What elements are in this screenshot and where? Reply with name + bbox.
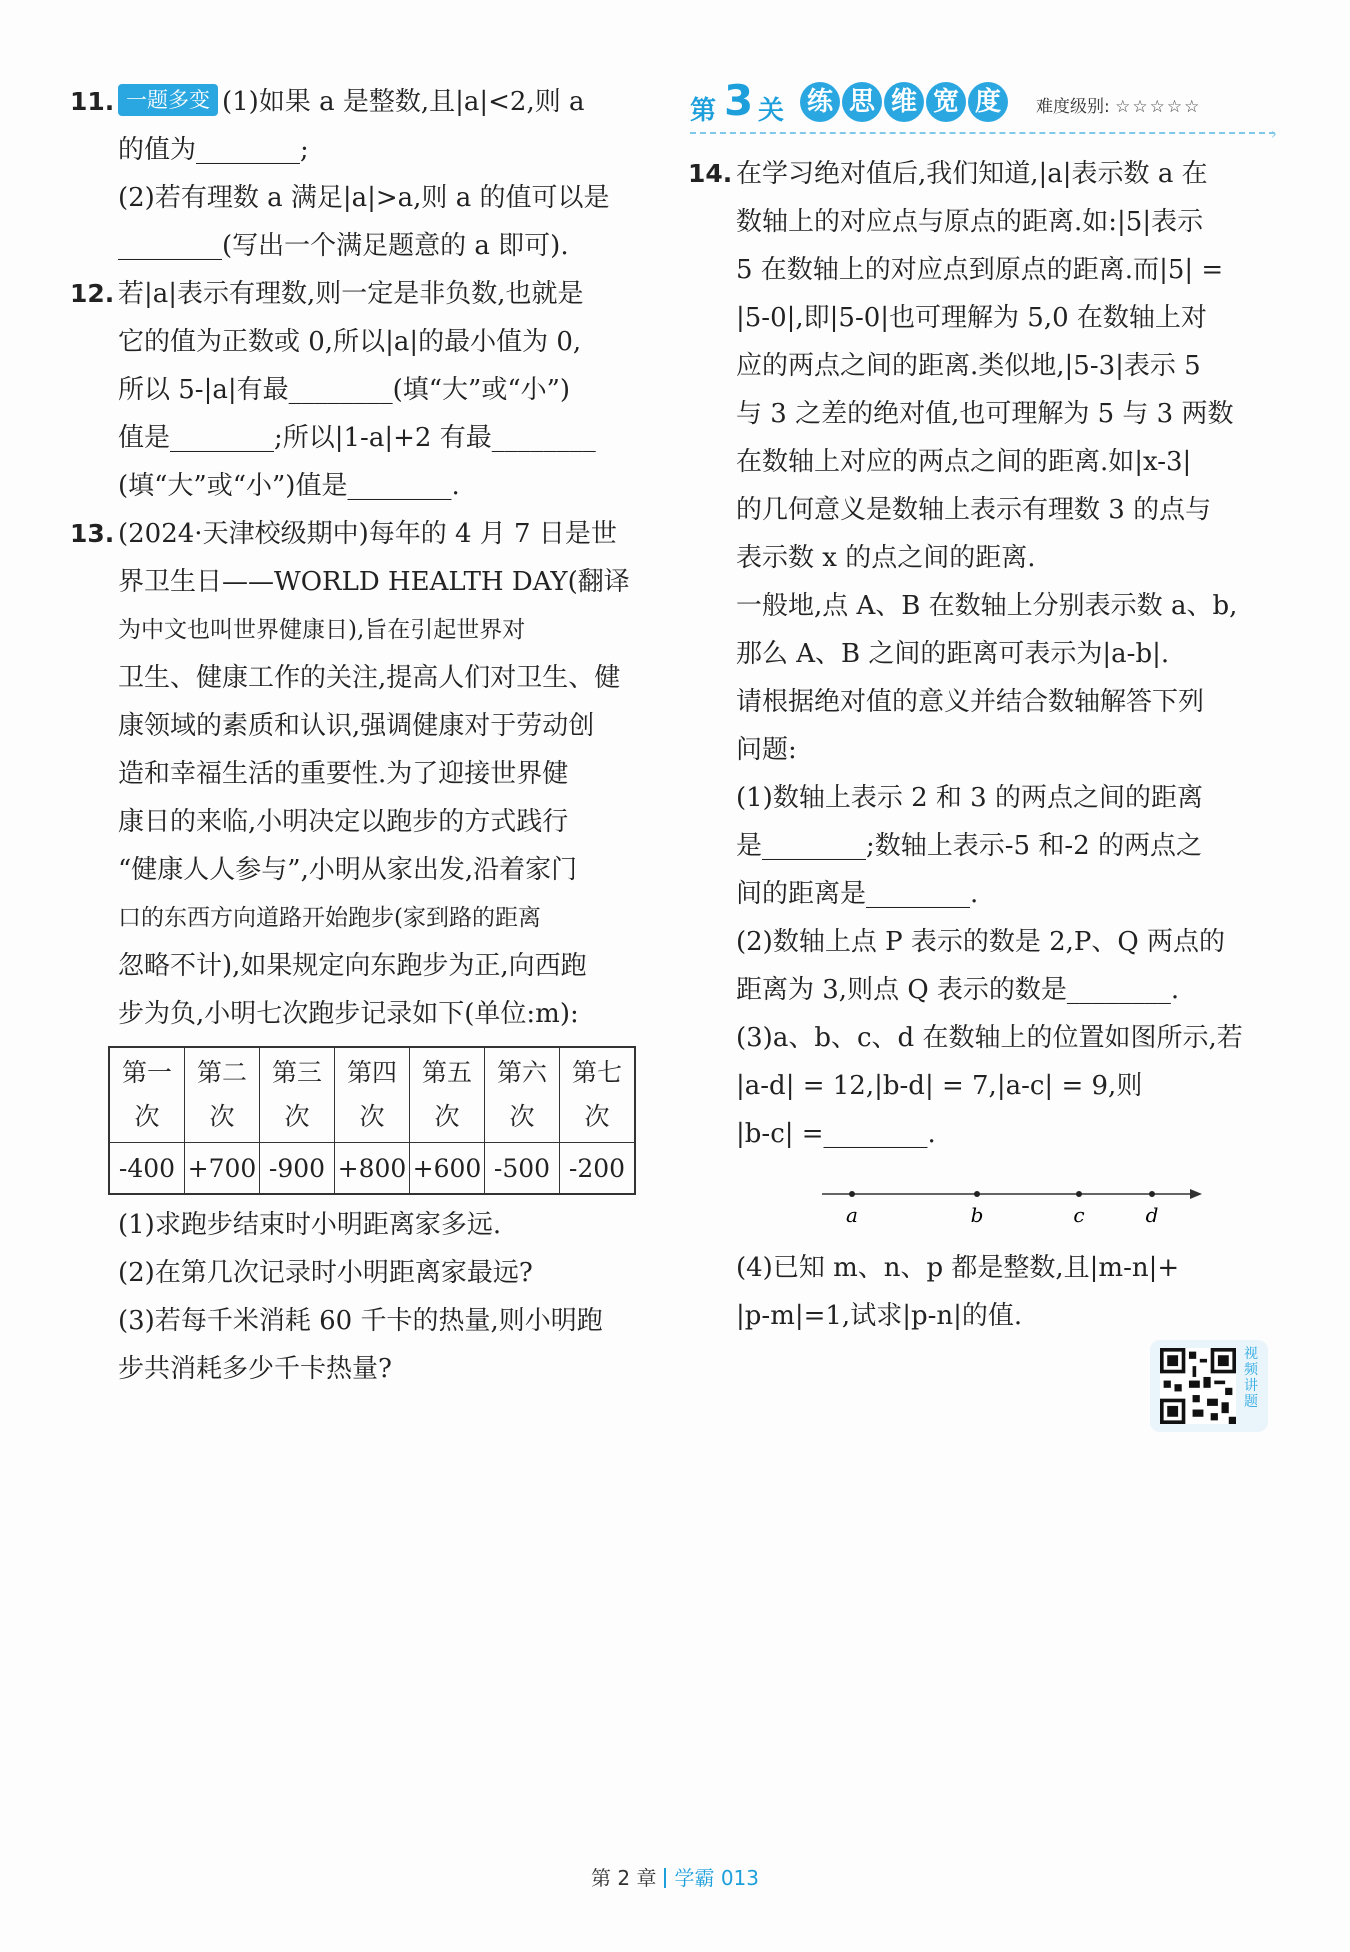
q13-line-4: 卫生、健康工作的关注,提高人们对卫生、健 <box>118 663 621 693</box>
label-d: d <box>1145 1203 1159 1227</box>
number-line-diagram <box>822 1180 1202 1230</box>
left-column <box>70 78 660 1393</box>
q14-line: 一般地,点 A、B 在数轴上分别表示数 a、b, <box>736 591 1238 621</box>
q14-line: 间的距离是________. <box>736 879 979 909</box>
q13-line-8: “健康人人参与”,小明从家出发,沿着家门 <box>118 855 578 885</box>
level-title-char: 维 <box>884 82 924 122</box>
table-header-cell: 第五次 <box>410 1047 485 1143</box>
qr-code-panel[interactable] <box>1150 1340 1268 1432</box>
label-c: c <box>1073 1203 1085 1227</box>
q14-line: 那么 A、B 之间的距离可表示为|a-b|. <box>736 639 1170 669</box>
q13-line-11: 步为负,小明七次跑步记录如下(单位:m): <box>118 999 579 1029</box>
label-a: a <box>846 1203 858 1227</box>
arrow-right-icon: › <box>1270 124 1277 143</box>
point-a <box>849 1191 855 1197</box>
q14-after-line: (4)已知 m、n、p 都是整数,且|m-n|+ <box>736 1253 1180 1283</box>
q13-line-2: 界卫生日——WORLD HEALTH DAY(翻译 <box>118 567 630 597</box>
table-value-cell: +600 <box>410 1143 485 1195</box>
footer-brand: 学霸 <box>674 1866 715 1890</box>
q13-line-3: 为中文也叫世界健康日),旨在引起世界对 <box>118 617 526 643</box>
q14-line: 距离为 3,则点 Q 表示的数是________. <box>736 975 1180 1005</box>
q14-line: (3)a、b、c、d 在数轴上的位置如图所示,若 <box>736 1023 1243 1053</box>
q14-line: (2)数轴上点 P 表示的数是 2,P、Q 两点的 <box>736 927 1225 957</box>
q14-line: |a-d| = 12,|b-d| = 7,|a-c| = 9,则 <box>736 1071 1143 1101</box>
q13-question-4: 步共消耗多少千卡热量? <box>118 1354 392 1384</box>
difficulty-rating <box>1036 92 1201 117</box>
qr-caption: 视频讲题 <box>1244 1346 1258 1410</box>
table-value-cell: -500 <box>485 1143 560 1195</box>
q14-number: 14. <box>688 159 733 188</box>
q14-line: 与 3 之差的绝对值,也可理解为 5 与 3 两数 <box>736 399 1234 429</box>
point-c <box>1076 1191 1082 1197</box>
right-column <box>688 150 1273 1340</box>
qr-code-icon <box>1160 1348 1236 1424</box>
level-title-char: 度 <box>968 82 1008 122</box>
level-title-char: 练 <box>800 82 840 122</box>
q13-line-5: 康领域的素质和认识,强调健康对于劳动创 <box>118 711 595 741</box>
q12-line-3: 所以 5-|a|有最________(填“大”或“小”) <box>118 375 571 405</box>
table-value-cell: -200 <box>560 1143 636 1195</box>
q14-line: 5 在数轴上的对应点到原点的距离.而|5| = <box>736 255 1224 285</box>
table-header-row <box>109 1047 635 1143</box>
star-icon: ☆☆☆☆☆ <box>1115 97 1202 117</box>
level-number: 3 <box>724 76 754 125</box>
q14-line: 在数轴上对应的两点之间的距离.如|x-3| <box>736 447 1192 477</box>
page-number: 013 <box>720 1866 759 1890</box>
q12-line-5: (填“大”或“小”)值是________. <box>118 471 460 501</box>
level-title <box>800 82 1008 122</box>
table-value-cell: +800 <box>335 1143 410 1195</box>
page-footer <box>0 1862 1350 1891</box>
point-b <box>974 1191 980 1197</box>
table-header-cell: 第二次 <box>185 1047 260 1143</box>
q13-line-7: 康日的来临,小明决定以跑步的方式践行 <box>118 807 569 837</box>
table-row <box>109 1143 635 1195</box>
label-b: b <box>970 1203 984 1227</box>
q14-line: 表示数 x 的点之间的距离. <box>736 543 1036 573</box>
q13-question-2: (2)在第几次记录时小明距离家最远? <box>118 1258 533 1288</box>
table-value-cell: -900 <box>260 1143 335 1195</box>
level-di: 第 <box>690 96 717 126</box>
q13-question-3: (3)若每千米消耗 60 千卡的热量,则小明跑 <box>118 1306 603 1336</box>
table-value-cell: +700 <box>185 1143 260 1195</box>
q13-line-6: 造和幸福生活的重要性.为了迎接世界健 <box>118 759 569 789</box>
q11-line-3: (2)若有理数 a 满足|a|>a,则 a 的值可以是 <box>118 183 610 213</box>
point-d <box>1149 1191 1155 1197</box>
difficulty-label: 难度级别: <box>1036 97 1110 117</box>
q14-line: |b-c| =________. <box>736 1119 936 1149</box>
q13-line-9: 口的东西方向道路开始跑步(家到路的距离 <box>118 905 541 931</box>
table-header-cell: 第一次 <box>109 1047 185 1143</box>
q12-line-2: 它的值为正数或 0,所以|a|的最小值为 0, <box>118 327 582 357</box>
q14-after-line: |p-m|=1,试求|p-n|的值. <box>736 1301 1023 1331</box>
q11-number: 11. <box>70 87 115 116</box>
q14-line-1: 14. 在学习绝对值后,我们知道,|a|表示数 a 在 <box>688 150 1273 198</box>
q14-line: 应的两点之间的距离.类似地,|5-3|表示 5 <box>736 351 1201 381</box>
level-title-char: 思 <box>842 82 882 122</box>
level-header <box>690 76 1277 143</box>
q11-line-2: 的值为________; <box>118 135 309 165</box>
q13-number: 13. <box>70 519 115 548</box>
table-header-cell: 第六次 <box>485 1047 560 1143</box>
q13-line-10: 忽略不计),如果规定向东跑步为正,向西跑 <box>118 951 587 981</box>
q11-line-1: 11. 一题多变 (1)如果 a 是整数,且|a|<2,则 a <box>70 78 660 126</box>
q13-question-1: (1)求跑步结束时小明距离家多远. <box>118 1210 502 1240</box>
q12-line-1: 12. 若|a|表示有理数,则一定是非负数,也就是 <box>70 270 660 318</box>
q14-line: 数轴上的对应点与原点的距离.如:|5|表示 <box>736 207 1204 237</box>
level-title-char: 宽 <box>926 82 966 122</box>
footer-chapter: 第 2 章 <box>591 1866 657 1890</box>
arrow-right-icon <box>1190 1189 1202 1199</box>
run-record-table <box>108 1046 636 1195</box>
q14-line: 的几何意义是数轴上表示有理数 3 的点与 <box>736 495 1212 525</box>
q14-line: |5-0|,即|5-0|也可理解为 5,0 在数轴上对 <box>736 303 1207 333</box>
table-header-cell: 第四次 <box>335 1047 410 1143</box>
table-header-cell: 第三次 <box>260 1047 335 1143</box>
q14-line: (1)数轴上表示 2 和 3 的两点之间的距离 <box>736 783 1203 813</box>
q12-line-4: 值是________;所以|1-a|+2 有最________ <box>118 423 596 453</box>
q11-badge: 一题多变 <box>118 84 218 116</box>
footer-divider <box>664 1868 666 1888</box>
q12-number: 12. <box>70 279 115 308</box>
q11-line-4: ________(写出一个满足题意的 a 即可). <box>118 231 569 261</box>
table-value-cell: -400 <box>109 1143 185 1195</box>
q14-line: 是________;数轴上表示-5 和-2 的两点之 <box>736 831 1202 861</box>
q14-line: 请根据绝对值的意义并结合数轴解答下列 <box>736 687 1205 717</box>
level-guan: 关 <box>758 96 785 126</box>
table-header-cell: 第七次 <box>560 1047 636 1143</box>
q14-line: 问题: <box>736 735 797 765</box>
q13-line-1: 13. (2024·天津校级期中)每年的 4 月 7 日是世 <box>70 510 660 558</box>
